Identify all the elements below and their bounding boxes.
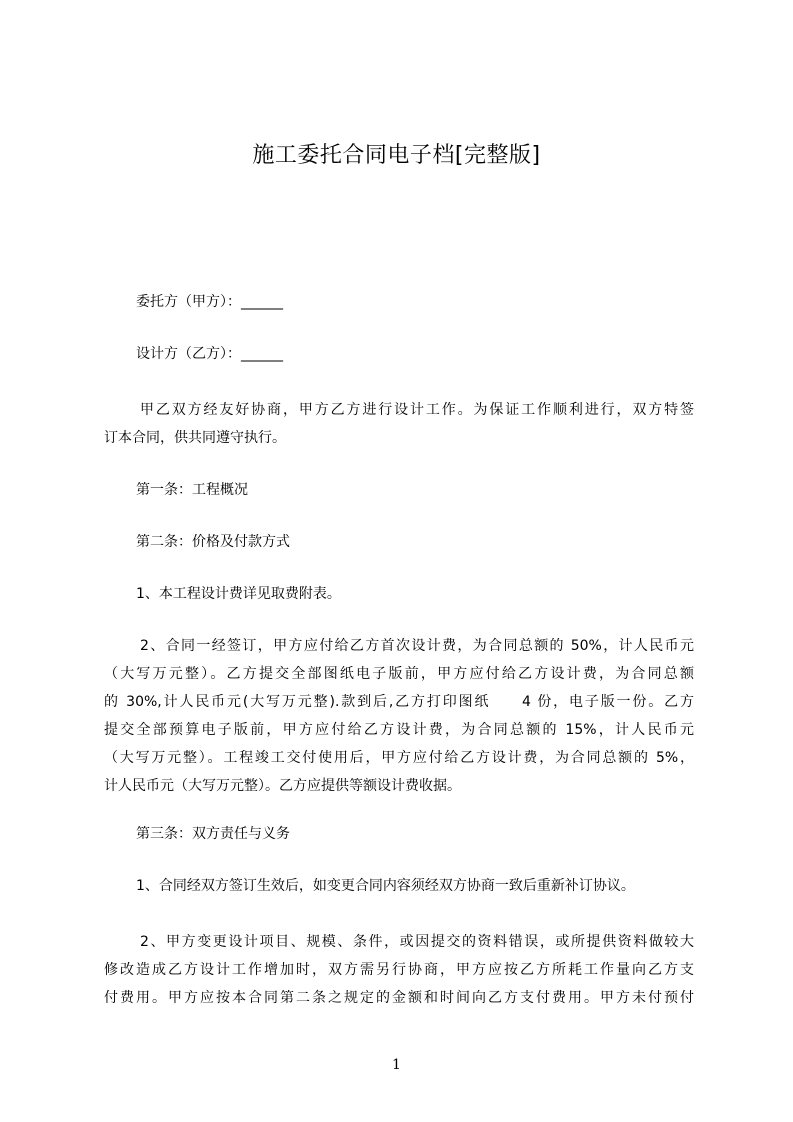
article-3-item-2-line: 2、甲方变更设计项目、规模、条件，或因提交的资料错误，或所提供资料做较大 [140,934,694,950]
intro-line: 订本合同，供共同遵守执行。 [104,430,286,446]
article-2-item-2-line: （大写万元整）。乙方提交全部图纸电子版前，甲方应付给乙方设计费，为合同总额 [104,666,694,682]
article-1-title: 第一条：工程概况 [136,482,248,498]
article-3-item-1-text: 1、合同经双方签订生效后，如变更合同内容须经双方协商一致后重新补订协议。 [136,878,635,894]
article-2-item-2-line: 计人民币元（大写万元整）。乙方应提供等额设计费收据。 [104,778,461,794]
article-2-title: 第二条：价格及付款方式 [136,534,290,550]
article-3-heading [104,820,694,848]
party-a-text: 委托方（甲方）：______ [136,294,283,310]
article-2-item-2 [104,632,694,800]
intro-paragraph [104,396,694,452]
party-b-text: 设计方（乙方）：______ [136,346,283,362]
intro-line: 甲乙双方经友好协商，甲方乙方进行设计工作。为保证工作顺利进行，双方特签 [140,402,694,418]
article-3-item-2-line: 付费用。甲方应按本合同第二条之规定的金额和时间向乙方支付费用。甲方未付预付 [104,990,694,1006]
party-b-line [104,340,694,368]
article-1-heading [104,476,694,504]
article-2-item-1-text: 1、本工程设计费详见取费附表。 [136,586,341,602]
article-2-item-2-line: 的 30%,计人民币元(大写万元整).款到后,乙方打印图纸 4 份，电子版一份。乙方 [104,694,694,710]
article-2-heading [104,528,694,556]
page-number: 1 [392,1057,401,1073]
article-2-item-2-line: （大写万元整）。工程竣工交付使用后，甲方应付给乙方设计费，为合同总额的 5%， [104,750,694,766]
article-3-item-2 [104,928,694,1012]
document-title: 施工委托合同电子档[完整版] [252,143,541,168]
article-2-item-1 [104,580,694,608]
article-3-item-1 [104,872,694,900]
article-3-title: 第三条：双方责任与义务 [136,826,290,842]
party-a-line [104,288,694,316]
article-3-item-2-line: 修改造成乙方设计工作增加时，双方需另行协商，甲方应按乙方所耗工作量向乙方支 [104,962,694,978]
article-2-item-2-line: 2、合同一经签订，甲方应付给乙方首次设计费，为合同总额的 50%，计人民币元 [140,638,694,654]
article-2-item-2-line: 提交全部预算电子版前，甲方应付给乙方设计费，为合同总额的 15%，计人民币元 [104,722,694,738]
